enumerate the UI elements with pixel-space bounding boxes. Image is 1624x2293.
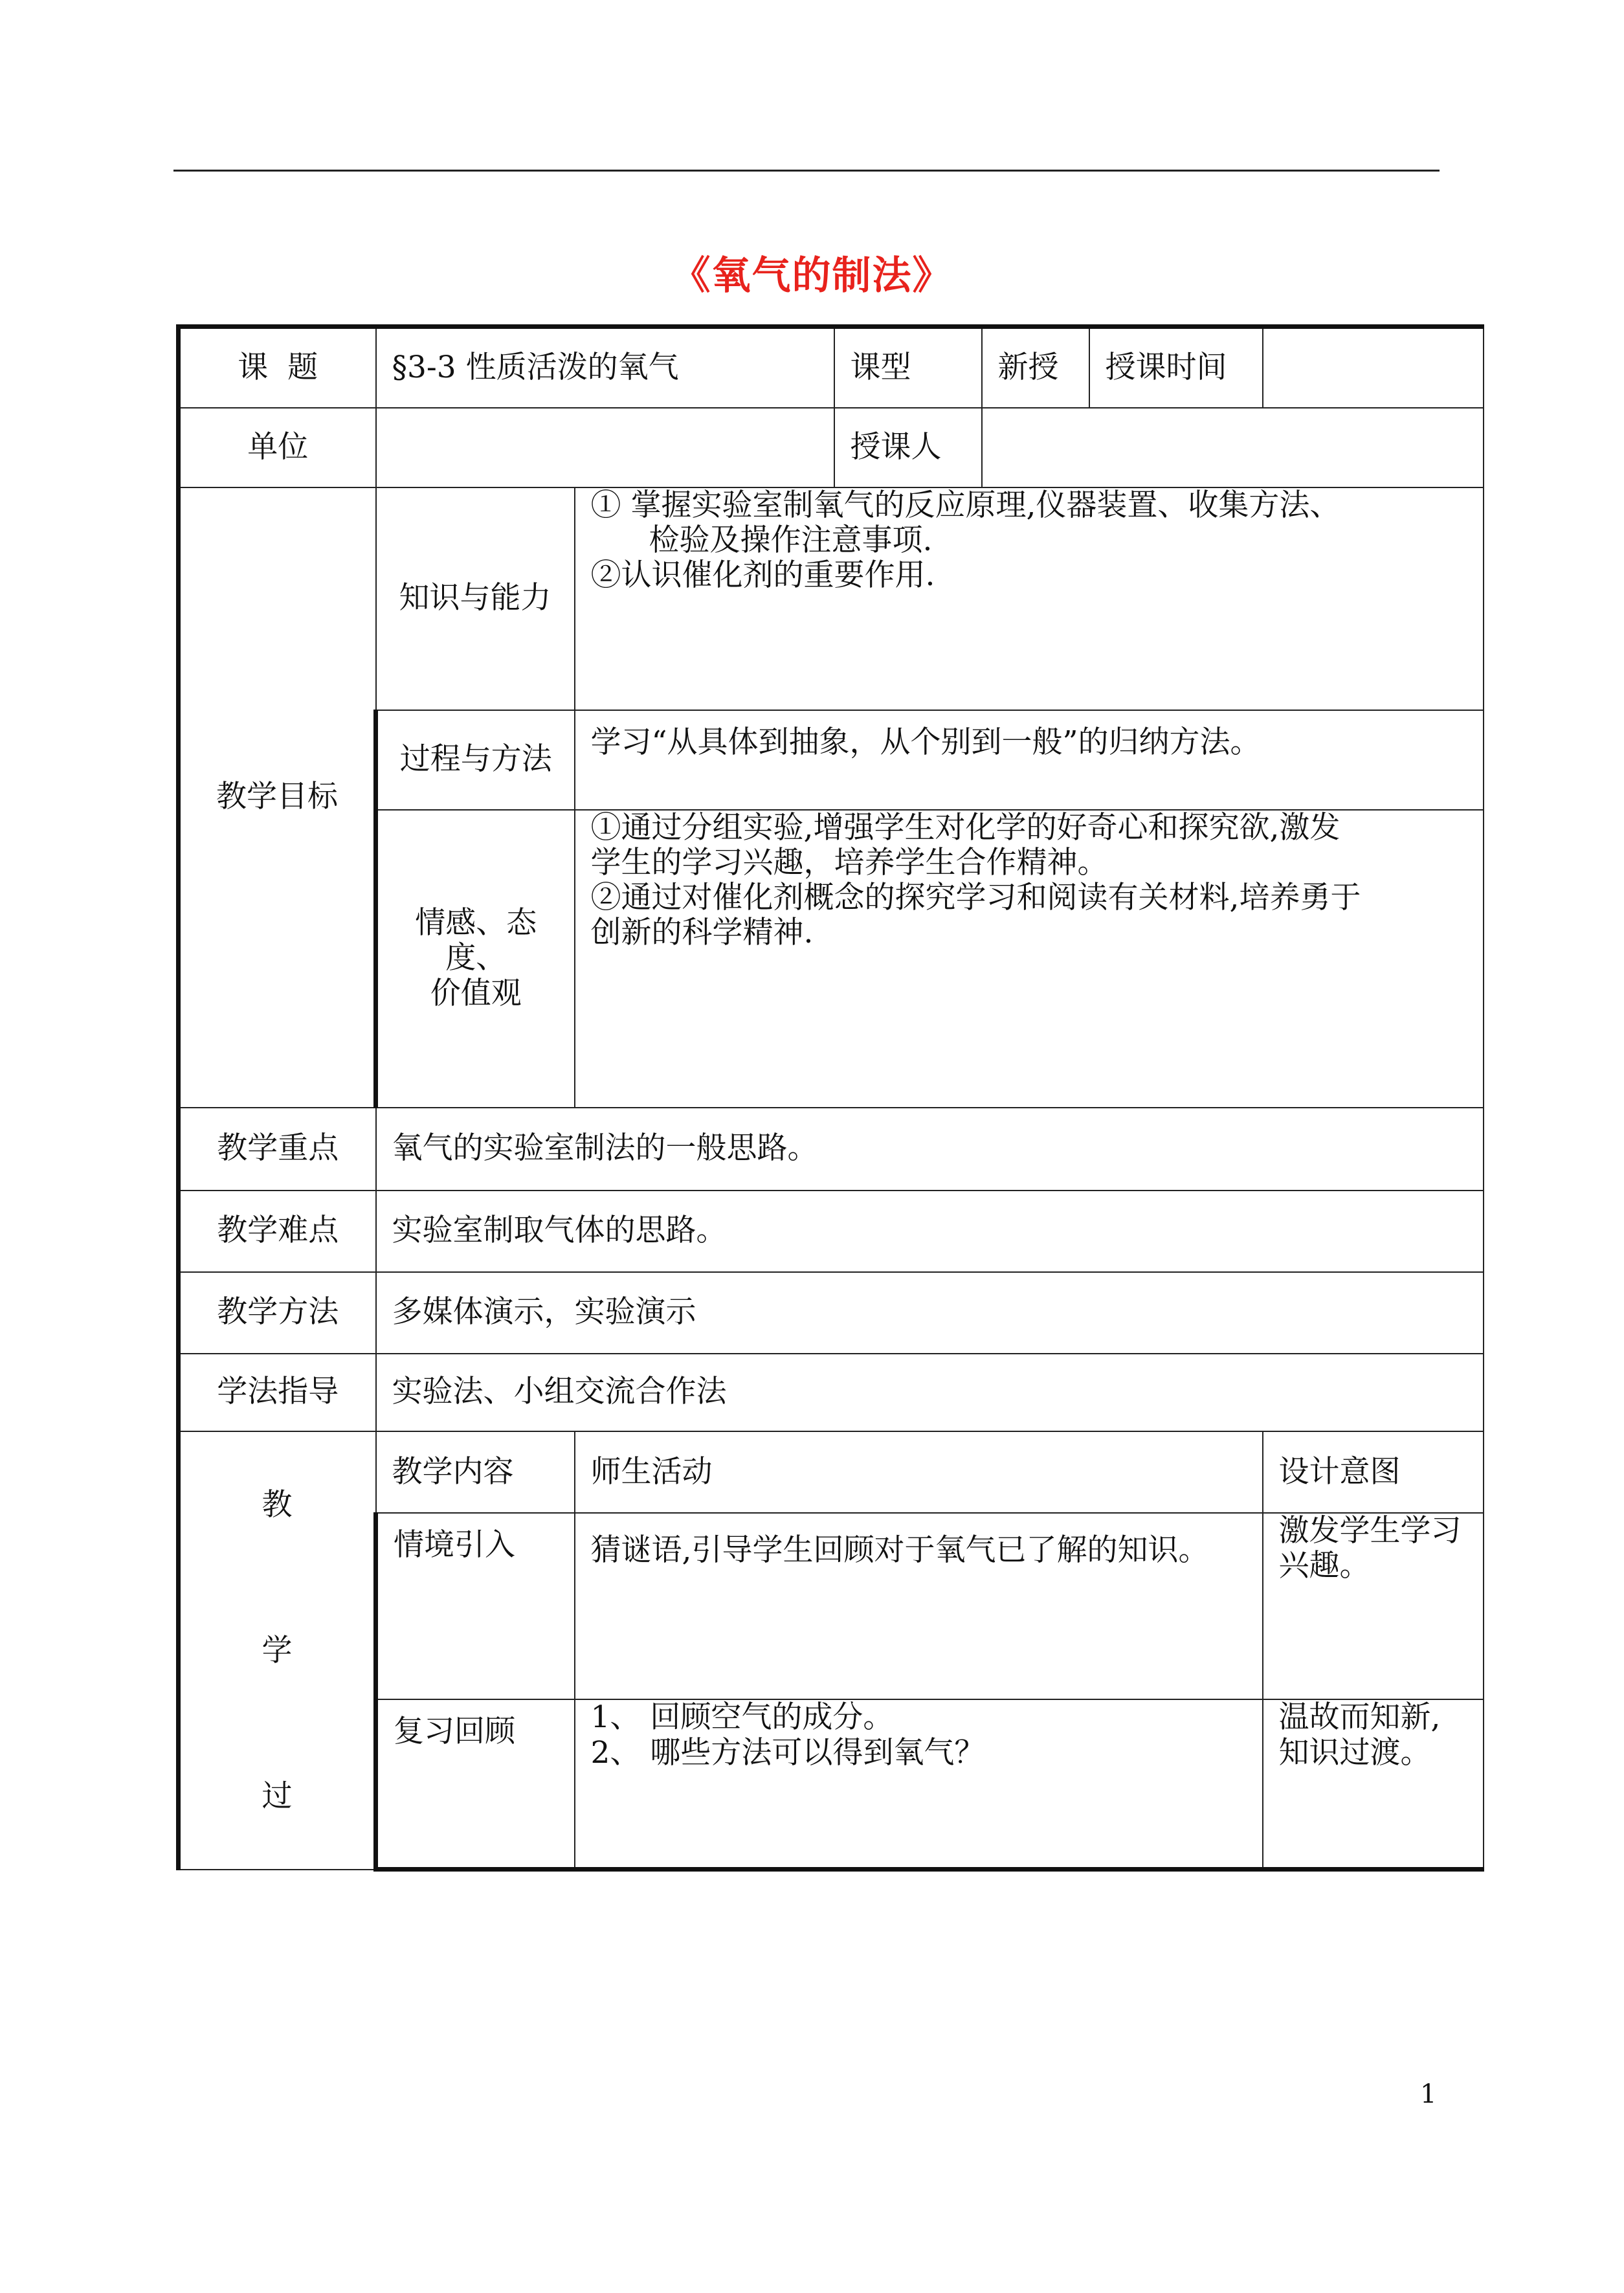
knowledge-line-2: 检验及操作注意事项. xyxy=(649,522,933,558)
row2-intent-line-1: 温故而知新, xyxy=(1278,1699,1441,1736)
side-char-1: 教 xyxy=(261,1486,293,1523)
row2-activity-line-1: 1、 回顾空气的成分。 xyxy=(590,1699,894,1736)
emotion-label-line-1: 情感、态度、 xyxy=(415,905,537,976)
time-value xyxy=(1263,327,1484,408)
row2-content: 复习回顾 xyxy=(376,1699,575,1869)
row-process-headers xyxy=(179,1431,1484,1513)
learning-text: 实验法、小组交流合作法 xyxy=(376,1354,1484,1431)
type-label: 课型 xyxy=(834,327,982,408)
side-char-2: 学 xyxy=(261,1632,293,1668)
knowledge-text xyxy=(575,487,1484,710)
objectives-label: 教学目标 xyxy=(179,487,376,1108)
row1-intent xyxy=(1263,1513,1484,1700)
difficulty-text: 实验室制取气体的思路。 xyxy=(376,1191,1484,1272)
process-text: 学习“从具体到抽象，从个别到一般”的归纳方法。 xyxy=(575,710,1484,810)
difficulty-label: 教学难点 xyxy=(179,1191,376,1272)
header-content: 教学内容 xyxy=(376,1431,575,1513)
unit-value xyxy=(376,408,834,487)
knowledge-line-1: ① 掌握实验室制氧气的反应原理,仪器装置、收集方法、 xyxy=(590,487,1340,523)
key-point-text: 氧气的实验室制法的一般思路。 xyxy=(376,1108,1484,1191)
emotion-line-2: 学生的学习兴趣，培养学生合作精神。 xyxy=(590,844,1108,880)
teacher-value xyxy=(982,408,1484,487)
subject-value: §3-3 性质活泼的氧气 xyxy=(376,327,834,408)
lesson-plan-table xyxy=(176,324,1484,1872)
method-text: 多媒体演示，实验演示 xyxy=(376,1272,1484,1354)
row-unit xyxy=(179,408,1484,487)
row-difficulty xyxy=(179,1191,1484,1272)
row1-activity xyxy=(575,1513,1263,1700)
emotion-label xyxy=(376,810,575,1108)
method-label: 教学方法 xyxy=(179,1272,376,1354)
emotion-line-1: ①通过分组实验,增强学生对化学的好奇心和探究欲,激发 xyxy=(590,809,1340,845)
page-number: 1 xyxy=(1420,2079,1437,2109)
learning-label: 学法指导 xyxy=(179,1354,376,1431)
row1-content: 情境引入 xyxy=(376,1513,575,1700)
row-learning xyxy=(179,1354,1484,1431)
row2-activity xyxy=(575,1699,1263,1869)
header-rule xyxy=(173,170,1440,172)
header-intent: 设计意图 xyxy=(1263,1431,1484,1513)
row-knowledge xyxy=(179,487,1484,710)
emotion-text xyxy=(575,810,1484,1108)
key-point-label: 教学重点 xyxy=(179,1108,376,1191)
type-value: 新授 xyxy=(982,327,1089,408)
row-key-point xyxy=(179,1108,1484,1191)
row2-intent-line-2: 知识过渡。 xyxy=(1278,1734,1431,1771)
knowledge-label: 知识与能力 xyxy=(376,487,575,710)
row1-activity-line-1: 猜谜语,引导学生回顾对于氧气已了解的知识。 xyxy=(590,1532,1209,1568)
row2-activity-line-2: 2、 哪些方法可以得到氧气？ xyxy=(590,1734,985,1771)
header-activity: 师生活动 xyxy=(575,1431,1263,1513)
teacher-label: 授课人 xyxy=(834,408,982,487)
time-label: 授课时间 xyxy=(1089,327,1263,408)
row-method xyxy=(179,1272,1484,1354)
emotion-line-3: ②通过对催化剂概念的探究学习和阅读有关材料,培养勇于 xyxy=(590,879,1361,915)
document-title: 《氧气的制法》 xyxy=(671,253,953,298)
emotion-label-line-2: 价值观 xyxy=(430,975,522,1011)
subject-label: 课 题 xyxy=(179,327,376,408)
row1-intent-line-2: 兴趣。 xyxy=(1278,1547,1370,1583)
unit-label: 单位 xyxy=(179,408,376,487)
process-side-label xyxy=(179,1431,376,1870)
process-label: 过程与方法 xyxy=(376,710,575,810)
emotion-line-4: 创新的科学精神. xyxy=(590,914,814,950)
side-char-3: 过 xyxy=(261,1778,293,1814)
row-subject xyxy=(179,327,1484,408)
row2-intent xyxy=(1263,1699,1484,1869)
row1-intent-line-1: 激发学生学习 xyxy=(1278,1512,1462,1549)
knowledge-line-3: ②认识催化剂的重要作用. xyxy=(590,557,935,593)
